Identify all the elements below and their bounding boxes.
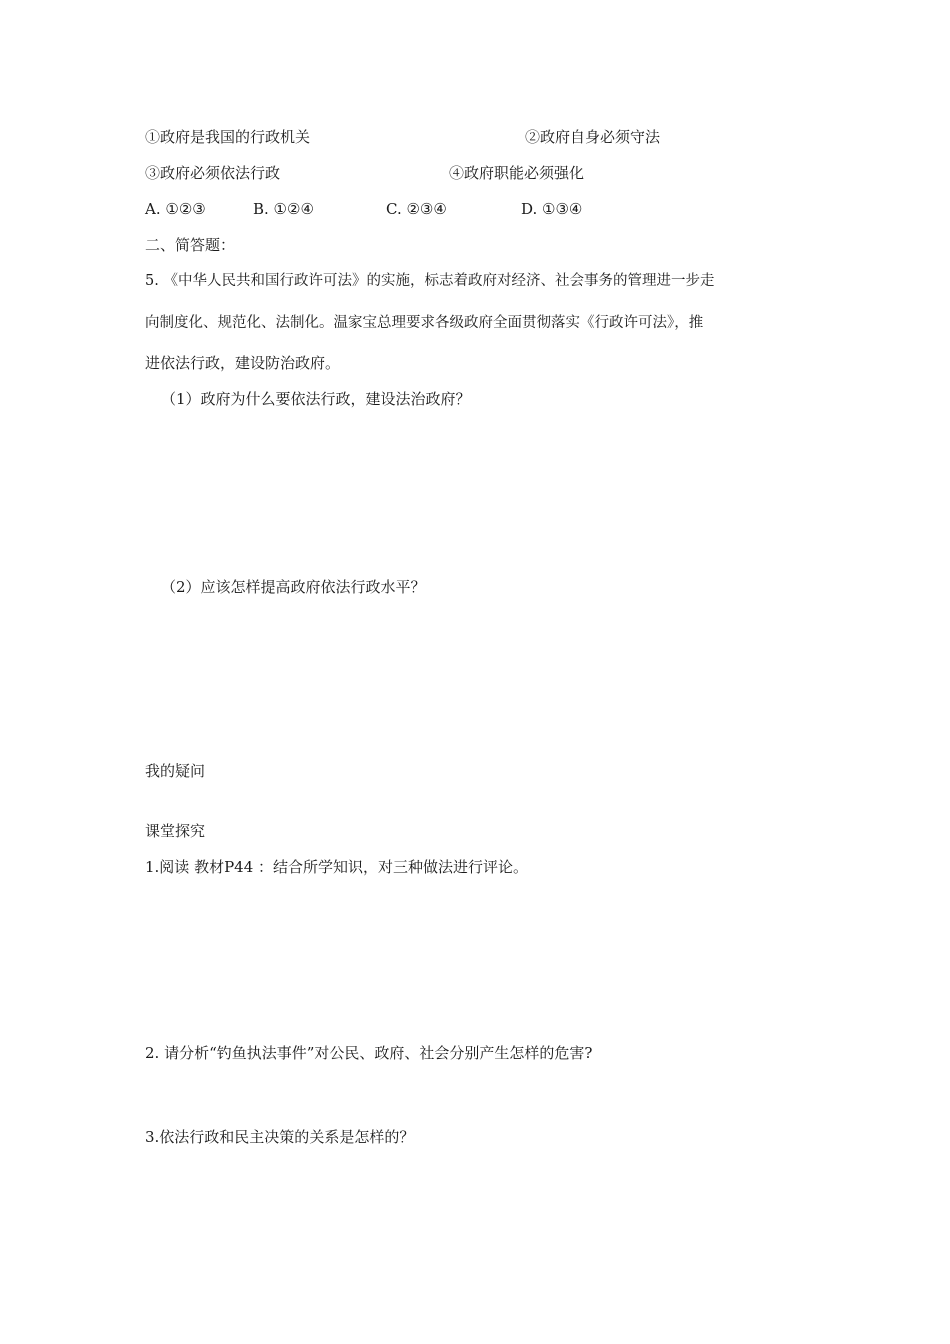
option-c: C. ②③④ [386, 200, 447, 218]
question-5-line-1: 5. 《中华人民共和国行政许可法》的实施，标志着政府对经济、社会事务的管理进一步走 [145, 273, 715, 289]
statement-4: ④政府职能必须强化 [449, 164, 585, 182]
section-two-title: 二、简答题： [145, 236, 236, 254]
question-5-sub-2: （2）应该怎样提高政府依法行政水平？ [161, 578, 426, 596]
option-d: D. ①③④ [521, 200, 583, 218]
statement-1: ①政府是我国的行政机关 [145, 128, 311, 146]
option-a: A. ①②③ [145, 200, 206, 218]
question-5-line-2: 向制度化、规范化、法制化。温家宝总理要求各级政府全面贯彻落实《行政许可法》，推 [145, 315, 704, 331]
explore-item-3: 3.依法行政和民主决策的关系是怎样的？ [145, 1128, 415, 1146]
question-5-sub-1: （1）政府为什么要依法行政，建设法治政府？ [161, 390, 471, 408]
explore-item-1: 1.阅读 教材P44 ：结合所学知识，对三种做法进行评论。 [145, 858, 529, 876]
my-questions-heading: 我的疑问 [145, 762, 206, 780]
explore-item-2: 2. 请分析“钓鱼执法事件”对公民、政府、社会分别产生怎样的危害? [145, 1044, 593, 1062]
classroom-explore-heading: 课堂探究 [145, 822, 206, 840]
statement-2: ②政府自身必须守法 [525, 128, 661, 146]
question-5-line-3: 进依法行政，建设防治政府。 [145, 354, 341, 372]
option-b: B. ①②④ [253, 200, 314, 218]
statement-3: ③政府必须依法行政 [145, 164, 281, 182]
